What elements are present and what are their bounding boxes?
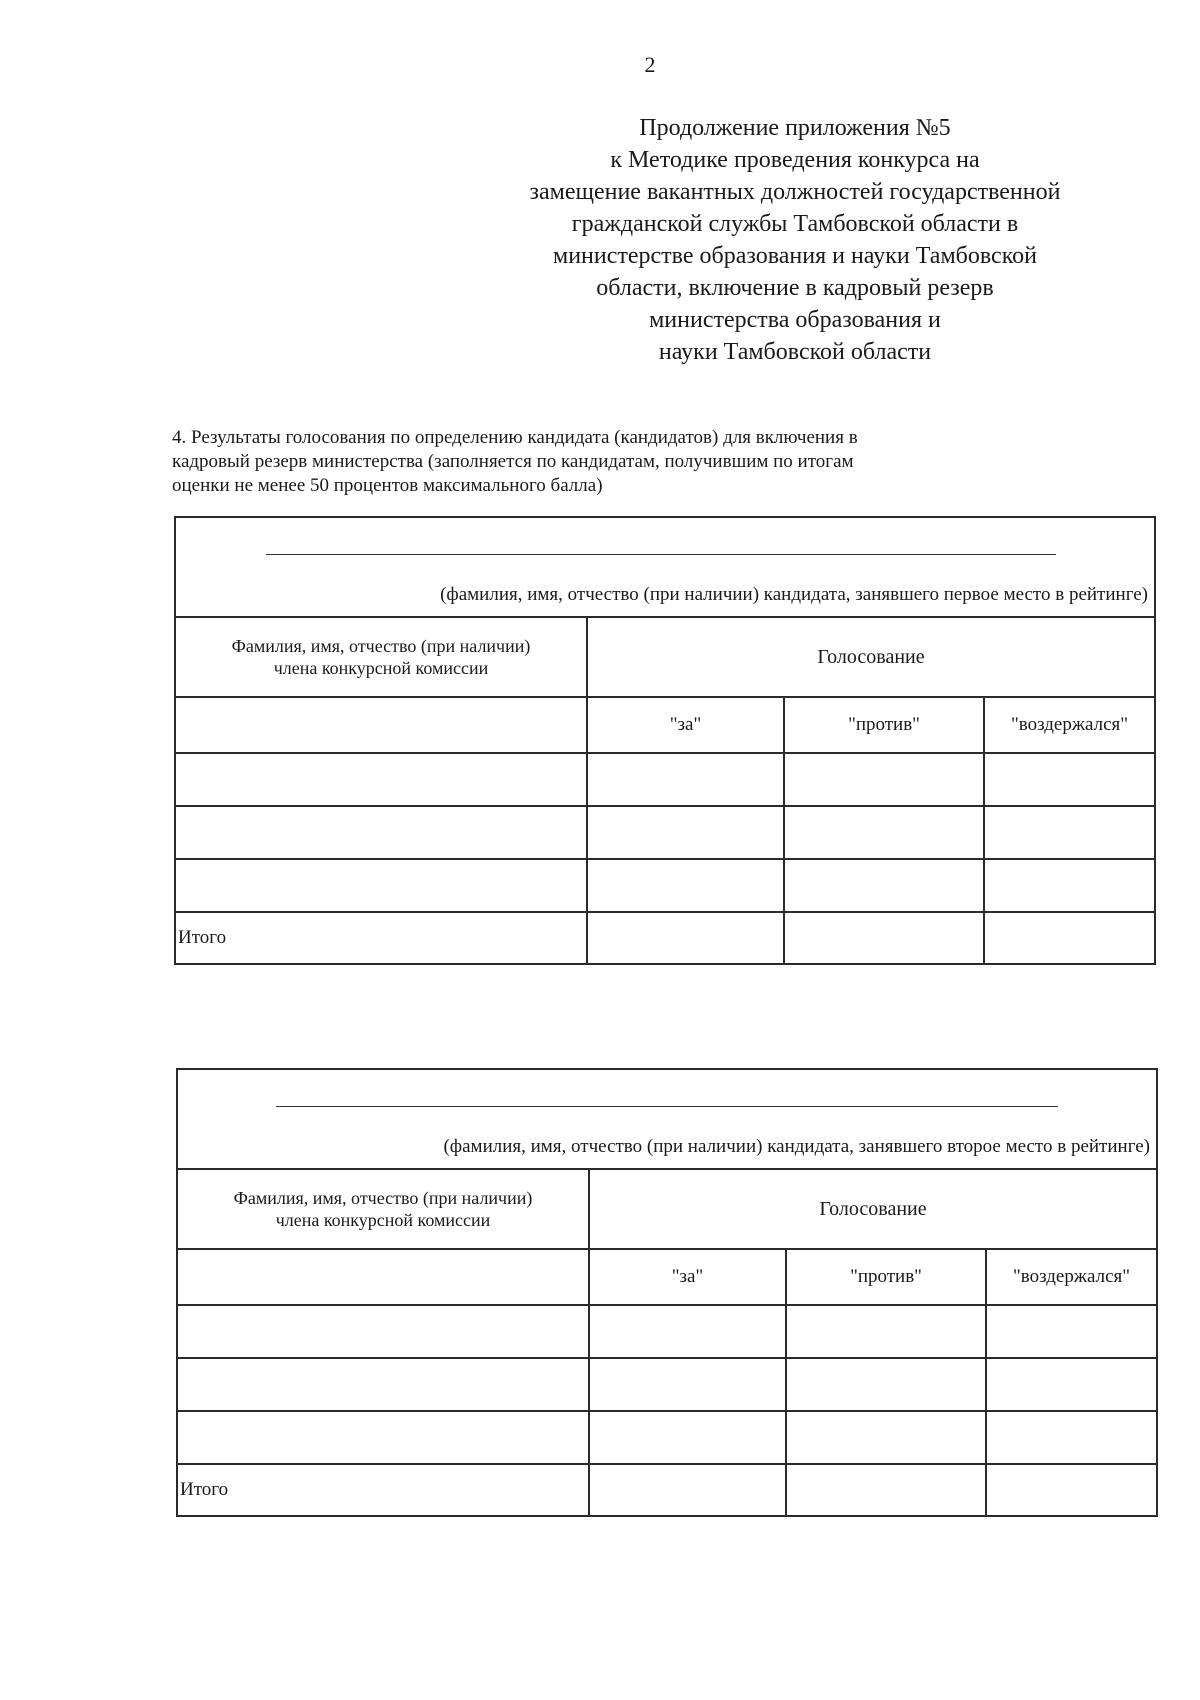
member-header-line: Фамилия, имя, отчество (при наличии)	[233, 1188, 533, 1208]
member-name-cell[interactable]	[177, 1305, 589, 1358]
header-line: министерстве образования и науки Тамбовской	[553, 243, 1037, 269]
blank-cell[interactable]	[175, 697, 587, 753]
table-row	[175, 859, 1155, 912]
candidate-caption-cell	[177, 1069, 1157, 1169]
vote-abstain-cell[interactable]	[984, 753, 1155, 806]
vote-for-cell[interactable]	[589, 1358, 786, 1411]
vote-for-header: "за"	[589, 1249, 786, 1305]
total-against-cell[interactable]	[786, 1464, 986, 1516]
voting-header: Голосование	[587, 617, 1155, 697]
header-line: гражданской службы Тамбовской области в	[571, 211, 1019, 237]
section-line: оценки не менее 50 процентов максимального балла)	[172, 475, 603, 496]
vote-for-cell[interactable]	[587, 859, 784, 912]
voting-table-second-place	[176, 1068, 1158, 1517]
vote-against-header: "против"	[784, 697, 984, 753]
vote-for-cell[interactable]	[589, 1411, 786, 1464]
total-label: Итого	[177, 1464, 589, 1516]
candidate-name-line[interactable]	[266, 554, 1056, 555]
vote-for-cell[interactable]	[587, 806, 784, 859]
section-line: 4. Результаты голосования по определению кандидата (кандидатов) для включения в	[172, 427, 858, 448]
voting-header: Голосование	[589, 1169, 1157, 1249]
vote-for-cell[interactable]	[589, 1305, 786, 1358]
section-4-text	[172, 426, 1092, 498]
candidate-caption: (фамилия, имя, отчество (при наличии) кандидата, занявшего второе место в рейтинге)	[443, 1136, 1150, 1157]
table-row	[177, 1305, 1157, 1358]
vote-against-cell[interactable]	[784, 859, 984, 912]
member-header-line: члена конкурсной комиссии	[275, 1210, 491, 1230]
vote-abstain-cell[interactable]	[984, 859, 1155, 912]
table-row	[175, 753, 1155, 806]
page-number: 2	[644, 52, 656, 77]
candidate-caption-cell	[175, 517, 1155, 617]
section-line: кадровый резерв министерства (заполняется по кандидатам, получившим по итогам	[172, 451, 854, 472]
vote-for-cell[interactable]	[587, 753, 784, 806]
vote-against-header: "против"	[786, 1249, 986, 1305]
vote-against-cell[interactable]	[786, 1411, 986, 1464]
vote-against-cell[interactable]	[784, 753, 984, 806]
vote-abstain-header: "воздержался"	[986, 1249, 1157, 1305]
header-line: Продолжение приложения №5	[639, 115, 951, 141]
total-for-cell[interactable]	[587, 912, 784, 964]
vote-against-cell[interactable]	[786, 1358, 986, 1411]
header-line: к Методике проведения конкурса на	[610, 147, 980, 173]
member-name-header	[175, 617, 587, 697]
total-label: Итого	[175, 912, 587, 964]
member-name-cell[interactable]	[177, 1411, 589, 1464]
total-row	[177, 1464, 1157, 1516]
appendix-header	[470, 112, 1120, 368]
header-line: науки Тамбовской области	[658, 339, 932, 365]
vote-abstain-cell[interactable]	[986, 1305, 1157, 1358]
total-for-cell[interactable]	[589, 1464, 786, 1516]
header-line: замещение вакантных должностей государственной	[529, 179, 1061, 205]
table-row	[175, 806, 1155, 859]
member-header-line: члена конкурсной комиссии	[273, 658, 489, 678]
vote-abstain-header: "воздержался"	[984, 697, 1155, 753]
table-row	[177, 1358, 1157, 1411]
member-name-cell[interactable]	[175, 859, 587, 912]
candidate-caption: (фамилия, имя, отчество (при наличии) кандидата, занявшего первое место в рейтинге)	[440, 584, 1148, 605]
total-row	[175, 912, 1155, 964]
member-name-header	[177, 1169, 589, 1249]
member-name-cell[interactable]	[175, 806, 587, 859]
table-row	[177, 1411, 1157, 1464]
header-line: министерства образования и	[649, 307, 941, 333]
voting-table-first-place	[174, 516, 1156, 965]
candidate-name-line[interactable]	[276, 1106, 1058, 1107]
total-abstain-cell[interactable]	[984, 912, 1155, 964]
vote-abstain-cell[interactable]	[986, 1411, 1157, 1464]
vote-against-cell[interactable]	[784, 806, 984, 859]
member-name-cell[interactable]	[177, 1358, 589, 1411]
blank-cell[interactable]	[177, 1249, 589, 1305]
member-name-cell[interactable]	[175, 753, 587, 806]
vote-for-header: "за"	[587, 697, 784, 753]
total-against-cell[interactable]	[784, 912, 984, 964]
header-line: области, включение в кадровый резерв	[596, 275, 994, 301]
member-header-line: Фамилия, имя, отчество (при наличии)	[231, 636, 531, 656]
vote-against-cell[interactable]	[786, 1305, 986, 1358]
total-abstain-cell[interactable]	[986, 1464, 1157, 1516]
vote-abstain-cell[interactable]	[986, 1358, 1157, 1411]
vote-abstain-cell[interactable]	[984, 806, 1155, 859]
